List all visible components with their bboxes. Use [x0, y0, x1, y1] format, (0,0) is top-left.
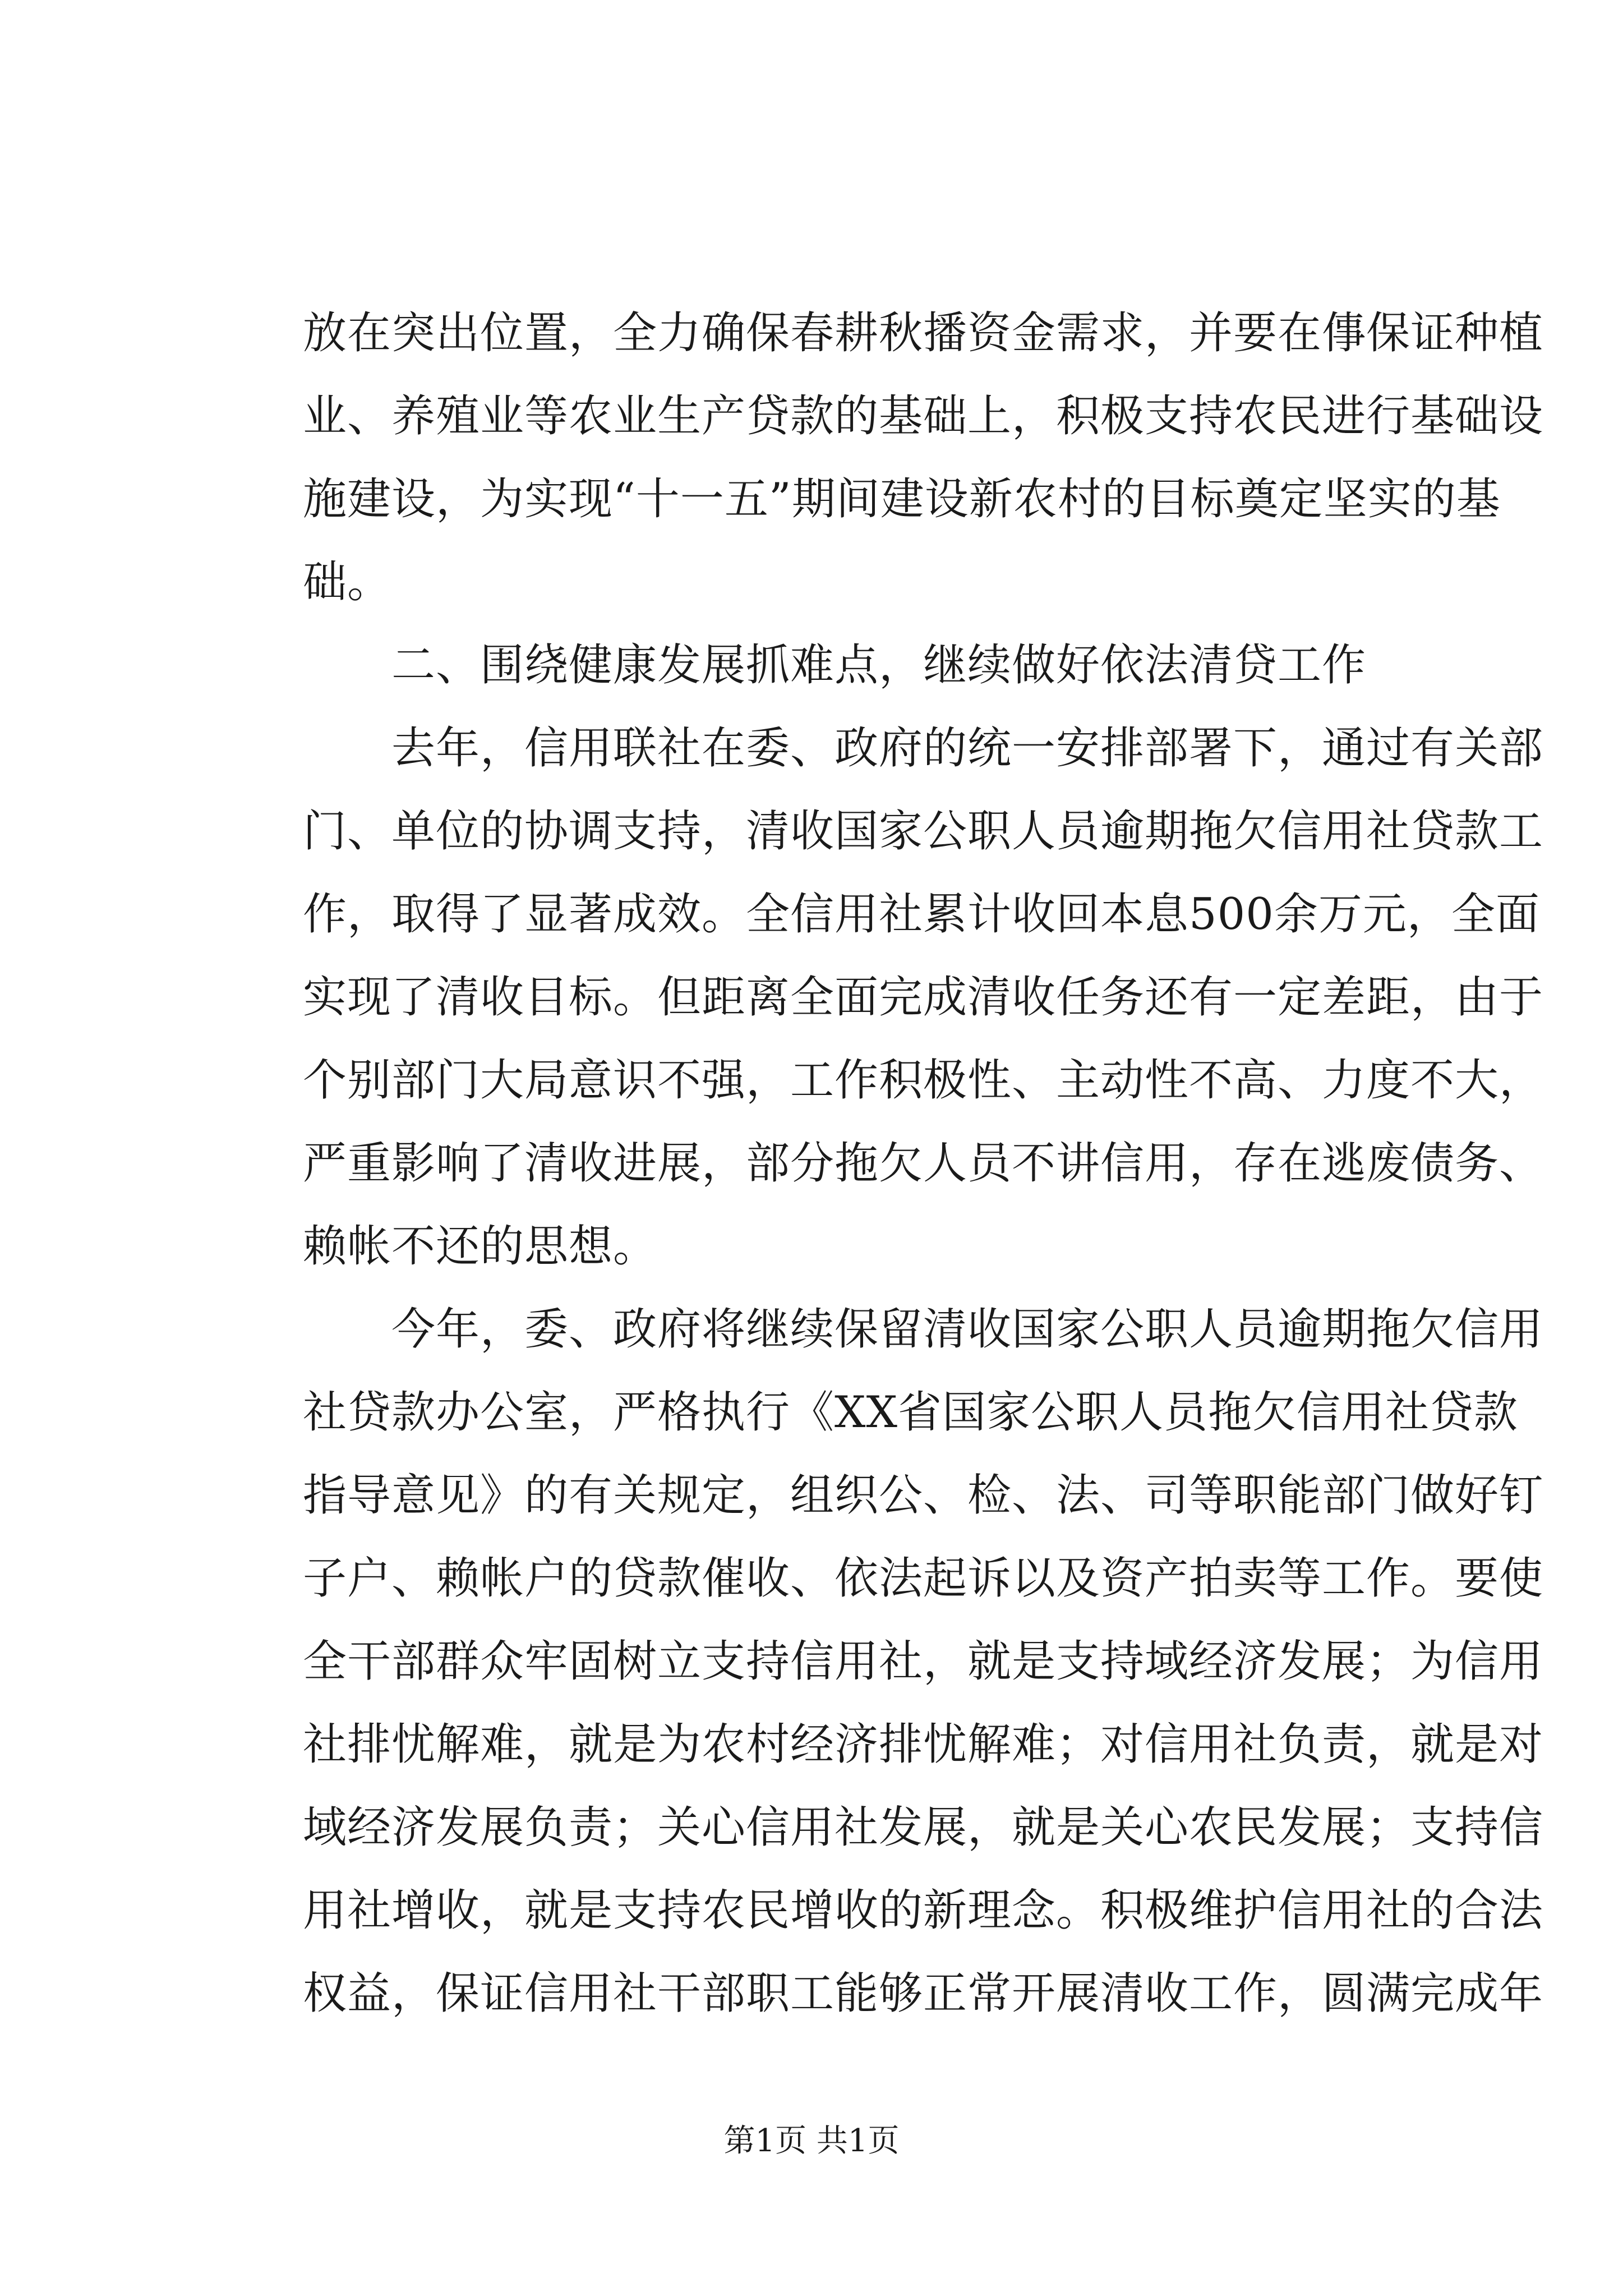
- text-line: 放在突出位置，全力确保春耕秋播资金需求，并要在倳保证种植: [303, 308, 1544, 358]
- text-line: 门、单位的协调支持，清收国家公职人员逾期拖欠信用社贷款工: [303, 806, 1544, 857]
- section-heading: 二、围绕健康发展抓难点，继续做好依法清贷工作: [391, 640, 1367, 691]
- text-line: 指导意见》的有关规定，组织公、检、法、司等职能部门做好钉: [303, 1470, 1544, 1521]
- text-line: 权益，保证信用社干部职工能够正常开展清收工作，圆满完成年: [303, 1968, 1544, 2019]
- text-line: 用社增收，就是支持农民增收的新理念。积极维护信用社的合法: [303, 1885, 1544, 1936]
- text-line: 去年，信用联社在委、政府的统一安排部署下，通过有关部: [391, 723, 1544, 774]
- text-line: 今年，委、政府将继续保留清收国家公职人员逾期拖欠信用: [391, 1304, 1544, 1355]
- page-footer: 第1页 共1页: [723, 2123, 900, 2159]
- text-line: 赖帐不还的思想。: [303, 1221, 658, 1272]
- text-line: 业、养殖业等农业生产贷款的基础上，积极支持农民进行基础设: [303, 391, 1544, 441]
- text-line: 域经济发展负责；关心信用社发展，就是关心农民发展；支持信: [303, 1802, 1544, 1853]
- text-line: 社排忧解难，就是为农村经济排忧解难；对信用社负责，就是对: [303, 1719, 1544, 1770]
- text-line: 作，取得了显著成效。全信用社累计收回本息500余万元，全面: [303, 889, 1540, 940]
- text-line: 子户、赖帐户的贷款催收、依法起诉以及资产拍卖等工作。要使: [303, 1553, 1544, 1604]
- text-line: 础。: [303, 557, 392, 608]
- text-line: 社贷款办公室，严格执行《XX省国家公职人员拖欠信用社贷款: [303, 1387, 1519, 1438]
- body-text: [303, 292, 1544, 2035]
- text-line: 全干部群众牢固树立支持信用社，就是支持域经济发展；为信用: [303, 1636, 1544, 1687]
- text-line: 严重影响了清收进展，部分拖欠人员不讲信用，存在逃废债务、: [303, 1138, 1544, 1189]
- text-line: 施建设，为实现“十一五”期间建设新农村的目标奠定坚实的基: [303, 474, 1501, 524]
- text-line: 实现了清收目标。但距离全面完成清收任务还有一定差距，由于: [303, 972, 1544, 1023]
- text-line: 个别部门大局意识不强，工作积极性、主动性不高、力度不大，: [303, 1055, 1544, 1106]
